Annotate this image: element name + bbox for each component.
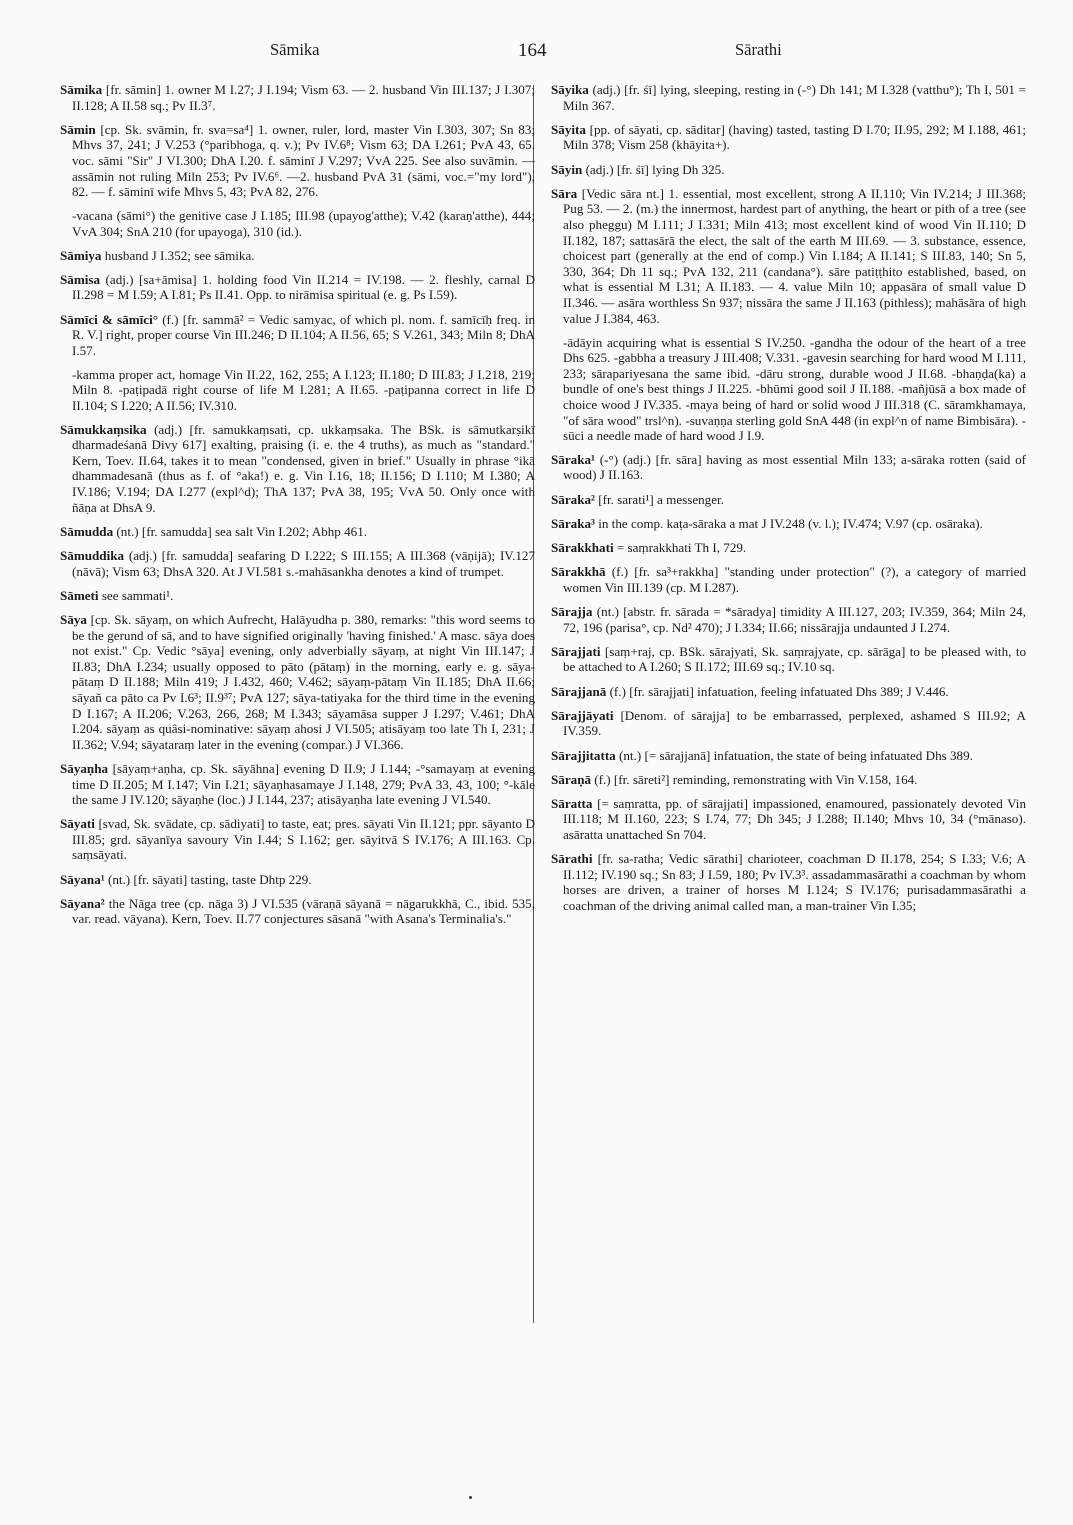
entry-definition: (adj.) [sa+āmisa] 1. holding food Vin II.214 = IV.198. — 2. fleshly, carnal D II.298 = M I.59; A I.81; Ps II.41. Opp. to nirāmisa spiritual (e. g. Ps I.59). <box>72 271 535 303</box>
dictionary-entry <box>551 796 1026 843</box>
headword: Sārajjāyati <box>551 707 614 723</box>
dictionary-entry <box>551 186 1026 326</box>
headword: Sāya <box>60 611 87 627</box>
entry-definition: (adj.) [fr. śī] lying, sleeping, resting in (-°) Dh 141; M I.328 (vatthu°); Th I, 501 = Miln 367. <box>563 82 1026 113</box>
entry-definition: [fr. sarati¹] a messenger. <box>594 491 724 507</box>
dictionary-entry <box>60 816 535 863</box>
headword: Sāmika <box>60 82 103 97</box>
dictionary-entry <box>60 896 535 927</box>
left-column <box>60 82 535 936</box>
headword: Sāmudda <box>60 523 114 539</box>
entry-definition: (nt.) [= sārajjanā] infatuation, the state of being infatuated Dhs 389. <box>615 747 973 763</box>
dictionary-entry <box>551 708 1026 739</box>
dictionary-entry <box>551 604 1026 635</box>
headword: Sāyaṇha <box>60 760 109 776</box>
dictionary-entry <box>551 452 1026 483</box>
headword: Sāyana² <box>60 895 105 911</box>
running-head-left: Sāmika <box>270 40 320 59</box>
entry-definition: (nt.) [fr. samudda] sea salt Vin I.202; Abhp 461. <box>113 523 368 539</box>
headword: Sārajja <box>551 603 593 619</box>
dictionary-entry <box>551 540 1026 556</box>
entry-definition: [fr. sāmin] 1. owner M I.27; J I.194; Vism 63. — 2. husband Vin III.137; J I.307; II.128; A II.58 sq.; Pv II.3⁷. <box>72 82 535 113</box>
headword: Sārajjanā <box>551 683 607 699</box>
entry-definition: [pp. of sāyati, cp. sāditar] (having) tasted, tasting D I.70; II.95, 292; M I.188, 461; Miln 378; Vism 258 (khāyita+). <box>563 121 1026 153</box>
entry-definition: (adj.) [fr. samukkaṃsati, cp. ukkaṃsaka. The BSk. is sāmutkarṣikī dharmadeśanā Divy 617] exalting, praising (i. e. the 4 truths), as much as "standard." Kern, Toev. II.64, takes it to mean "condensed, given in brief." Usually in phrase °ikā dhammadesanā (thus as f. of °aka!) e. g. Vin I.16, 18; II.156; D I.110; M I.380; A IV.186; V.194; DA I.277 (expl^d); ThA 137; PvA 38, 195; VvA 50. Only once with ñāṇa at DhsA 9. <box>72 421 535 515</box>
entry-definition: (f.) [fr. sāreti²] reminding, remonstrating with Vin V.158, 164. <box>591 771 918 787</box>
headword: Sāmisa <box>60 271 101 287</box>
entry-definition: (adj.) [fr. śī] lying Dh 325. <box>582 161 725 177</box>
entry-definition: [fr. sa-ratha; Vedic sārathi] charioteer, coachman D II.178, 254; S I.33; V.6; A II.112; IV.190 sq.; Sn 83; J I.59, 180; Pv IV.3³. assadammasārathi a coachman by whom horses are driven, a trainer of horses M I.124; S IV.176; purisadammasārathi a coachman of the driving animal called man, a man-trainer Vin I.35; <box>563 851 1026 914</box>
headword: Sāyana¹ <box>60 871 105 887</box>
entry-definition: [Vedic sāra nt.] 1. essential, most excellent, strong A II.110; Vin IV.214; J III.368; Pug 53. — 2. (m.) the innermost, hardest part of anything, the heart or pith of a tree (see also pheggu) M I.111; J I.331; Miln 413; most excellent kind of wood Vin II.110; D II.182, 187; sattasārā the elect, the salt of the earth M III.69. — 3. substance, essence, choicest part (generally at the end of comp.) Vin I.184; A II.141; S III.83, 140; Sn 5, 330, 364; Dh 11 sq.; PvA 132, 211 (candana°). sāre patiṭṭhito established, based, on what is essential M I.31; A II.183. — 4. value Miln 10; appasāra of small value D II.346. — asāra worthless Sn 937; nissāra the same J II.163 (pithless); mahāsāra of high value J I.384, 463. <box>563 185 1026 326</box>
entry-definition: in the comp. kaṭa-sāraka a mat J IV.248 (v. l.); IV.474; V.97 (cp. osāraka). <box>594 515 983 531</box>
headword: Sāratta <box>551 795 593 811</box>
dictionary-entry <box>60 272 535 303</box>
entry-definition: (nt.) [fr. sāyati] tasting, taste Dhtp 229. <box>104 871 312 887</box>
headword: Sāyika <box>551 82 589 97</box>
headword: Sāmīci & sāmīci° <box>60 311 158 327</box>
compound-entry <box>60 367 535 414</box>
entry-definition: (-°) (adj.) [fr. sāra] having as most essential Miln 133; a-sāraka rotten (said of wood) J II.163. <box>563 451 1026 483</box>
dictionary-entry <box>60 761 535 808</box>
dictionary-entry <box>60 122 535 200</box>
headword: Sāmeti <box>60 587 99 603</box>
entry-definition: [svad, Sk. svādate, cp. sādiyati] to taste, eat; pres. sāyati Vin II.121; ppr. sāyanto D III.85; grd. sāyanīya savoury Vin I.44; S I.162; ger. sāyitvā S IV.176; A III.163. Cp. saṃsāyati. <box>72 816 535 863</box>
entry-definition: [saṃ+raj, cp. BSk. sārajyati, Sk. saṃrajyate, cp. sārāga] to be pleased with, to be attached to A I.260; S II.172; III.69 sq.; IV.10 sq. <box>563 643 1026 675</box>
headword: Sāraka¹ <box>551 451 595 467</box>
running-head-right: Sārathi <box>735 40 782 59</box>
headword: Sāyati <box>60 816 95 832</box>
entry-definition: the Nāga tree (cp. nāga 3) J VI.535 (vāraṇā sāyanā = nāgarukkhā, C., ibid. 535, var. read. vāyana). Kern, Toev. II.77 conjectures sāsanā "with Asana's Terminalia's." <box>72 895 535 927</box>
entry-definition: husband J I.352; see sāmika. <box>101 247 255 263</box>
entry-definition: (f.) [fr. sārajjati] infatuation, feeling infatuated Dhs 389; J V.446. <box>606 683 949 699</box>
entry-definition: (f.) [fr. sammā² = Vedic samyac, of which pl. nom. f. samīcīḥ freq. in R. V.] right, proper course Vin III.246; D II.104; A II.56, 65; S V.261, 343; Miln 8; DhA I.57. <box>72 311 536 358</box>
dictionary-entry <box>60 612 535 752</box>
headword: Sārajjitatta <box>551 747 616 763</box>
dictionary-entry <box>551 82 1026 113</box>
page-mark <box>469 1496 472 1499</box>
headword: Sāyin <box>551 161 583 177</box>
headword: Sārakkhā <box>551 564 606 580</box>
dictionary-entry <box>551 516 1026 532</box>
entry-definition: [cp. Sk. svāmin, fr. sva=sa⁴] 1. owner, ruler, lord, master Vin I.303, 307; Sn 83; Mhvs 37, 241; J V.253 (°paribhoga, q. v.); Pv IV.6⁸; Vism 63; DA I.261; PvA 43, 65. voc. sāmi "Sir" J VI.300; DhA I.20. f. sāminī J V.297; VvA 225. See also suvāmin. — assāmin not ruling Miln 253; Pv IV.6⁶. —2. husband PvA 31 (sāmi, voc.="my lord"), 82. — f. sāminī wife Mhvs 5, 43; PvA 82, 276. <box>72 121 535 200</box>
headword: Sāraka³ <box>551 515 595 531</box>
headword: Sāraka² <box>551 491 595 507</box>
entry-definition: (f.) [fr. sa³+rakkha] "standing under protection" (?), a category of married women Vin III.139 (cp. M I.287). <box>563 564 1026 595</box>
dictionary-entry <box>551 644 1026 675</box>
dictionary-entry <box>551 748 1026 764</box>
dictionary-entry <box>551 772 1026 788</box>
headword: Sārathi <box>551 851 593 867</box>
dictionary-entry <box>551 162 1026 178</box>
dictionary-entry <box>60 588 535 604</box>
dictionary-entry <box>60 872 535 888</box>
compound-text: -vacana (sāmi°) the genitive case J I.185; III.98 (upayog'atthe); V.42 (karaṇ'atthe), 444; VvA 304; SnA 210 (for upayoga), 310 (id.). <box>72 208 535 239</box>
compound-text: -kamma proper act, homage Vin II.22, 162, 255; A I.123; II.180; D III.83; J I.218, 219; Miln 8. -paṭipadā right course of life M I.281; A II.65. -paṭipanna correct in life D II.104; S I.220; A II.56; IV.310. <box>72 366 535 414</box>
dictionary-entry <box>60 248 535 264</box>
headword: Sāmiya <box>60 247 102 263</box>
compound-entry <box>60 208 535 239</box>
page-header <box>0 40 1073 66</box>
entry-definition: [cp. Sk. sāyaṃ, on which Aufrecht, Halāyudha p. 380, remarks: "this word seems to be the gerund of sā, and to have signified originally 'having finished.' A masc. sāya does not exist." Cp. Vedic °sāya] evening, only adverbially sāyaṃ, at night Vin III.147; J II.83; DhA I.234; usually opposed to pāto (pātaṃ) in the morning, early e. g. sāya-pātaṃ D II.188; Miln 419; J I.432, 460; V.462; sāyaṃ-pātaṃ Vin II.185; DhA II.66; sāyañ ca pāto ca Pv I.6³; II.9³⁷; PvA 127; sāya-tatiyaka for the third time in the evening D I.167; A II.206; V.263, 266, 268; M I.343; sāyamāsa supper J I.297; V.461; DhA I.204. sāyaṃ as quâsi-nominative: sāyaṃ ahosi J VI.505; atisāyaṃ too late Th I, 231; J II.362; V.94; sāyataraṃ later in the evening (compar.) J VI.366. <box>72 611 535 752</box>
headword: Sārajjati <box>551 643 601 659</box>
right-column <box>551 82 1026 922</box>
dictionary-entry <box>60 312 535 359</box>
headword: Sāraṇā <box>551 771 592 787</box>
compound-entry <box>551 335 1026 444</box>
headword: Sārakkhati <box>551 540 614 555</box>
page-number: 164 <box>518 40 547 61</box>
entry-definition: [= saṃratta, pp. of sārajjati] impassioned, enamoured, passionately devoted Vin III.118; M II.160, 223; S I.74, 77; Dh 345; J I.288; II.140; Mhvs 10, 34 (°mānaso). asāratta unattached Sn 704. <box>563 795 1026 843</box>
dictionary-entry <box>551 564 1026 595</box>
entry-definition: [sāyaṃ+aṇha, cp. Sk. sāyāhna] evening D II.9; J I.144; -°samayaṃ at evening time D II.205; M I.147; Vin I.21; sāyaṇhasamaye J I.148, 279; PvA 33, 43, 100; °-kāle the same J IV.120; sāyaṇhe (loc.) J I.144, 237; atisāyaṇha late evening J VI.540. <box>72 760 535 808</box>
headword: Sāmin <box>60 121 96 137</box>
dictionary-entry <box>60 82 535 113</box>
entry-definition: = saṃrakkhati Th I, 729. <box>613 540 747 555</box>
dictionary-entry <box>551 492 1026 508</box>
dictionary-entry <box>551 122 1026 153</box>
dictionary-entry <box>60 548 535 579</box>
headword: Sāra <box>551 185 578 201</box>
entry-definition: (nt.) [abstr. fr. sārada = *sāradya] timidity A III.127, 203; IV.359, 364; Miln 24, 72, 196 (parisa°, cp. Nd² 470); J I.334; II.66; nissārajja undaunted J I.274. <box>563 603 1026 635</box>
entry-definition: (adj.) [fr. samudda] seafaring D I.222; S III.155; A III.368 (vāṇijā); IV.127 (nāvā); Vism 63; DhsA 320. At J VI.581 s.-mahāsankha denotes a kind of trumpet. <box>72 548 535 579</box>
dictionary-entry <box>60 524 535 540</box>
headword: Sāmuddika <box>60 548 125 563</box>
dictionary-entry <box>551 851 1026 913</box>
entry-definition: see sammati¹. <box>98 587 174 603</box>
dictionary-entry <box>551 684 1026 700</box>
entry-definition: [Denom. of sārajja] to be embarrassed, perplexed, ashamed S III.92; A IV.359. <box>563 707 1026 739</box>
dictionary-entry <box>60 422 535 516</box>
headword: Sāyita <box>551 121 586 137</box>
headword: Sāmukkaṃsika <box>60 421 147 437</box>
compound-text: -ādāyin acquiring what is essential S IV.250. -gandha the odour of the heart of a tree Dhs 625. -gabbha a treasury J III.408; V.331. -gavesin searching for hard wood M I.111, 233; sārapariyesana the same ibid. -dāru strong, durable wood J II.68. -bhaṇḍa(ka) a bundle of one's best things J II.225. -bhūmi good soil J II.188. -mañjūsā a box made of choice wood J IV.335. -maya being of hard or solid wood J III.318 (C. sāramkhamaya, "of sāra wood" trsl^n). -suvaṇṇa sterling gold SnA 448 (in expl^n of name Bimbisāra). -sūci a needle made of hard wood J I.9. <box>563 334 1026 444</box>
